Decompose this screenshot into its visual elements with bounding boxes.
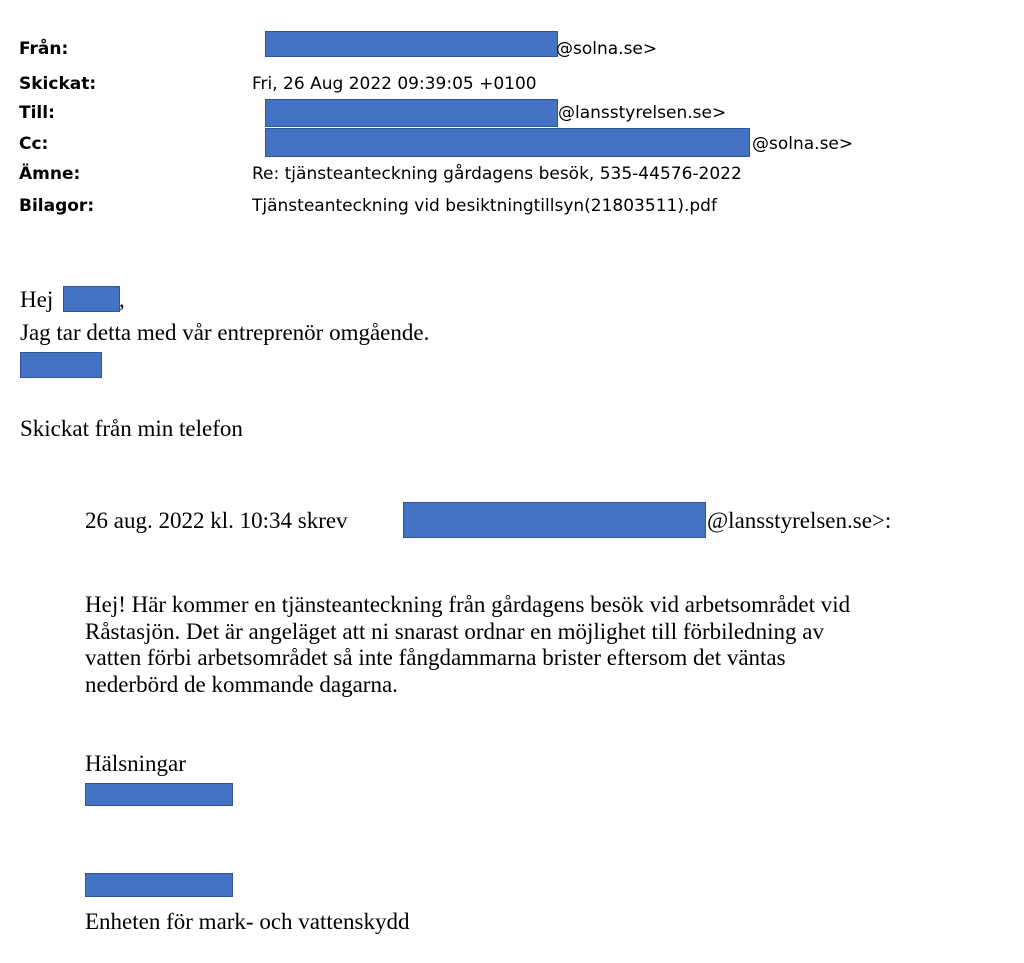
redacted-greeting-name (63, 286, 120, 312)
quoted-body-line: Hej! Här kommer en tjänsteanteckning från gårdagens besök vid arbetsområdet vid (85, 592, 851, 617)
redacted-cc-name (265, 128, 750, 157)
cc-value: @solna.se> (752, 134, 854, 154)
subject-value: Re: tjänsteanteckning gårdagens besök, 535-44576-2022 (252, 164, 742, 184)
redacted-reply-signature (20, 352, 102, 378)
sent-value: Fri, 26 Aug 2022 09:39:05 +0100 (252, 74, 537, 94)
quoted-body-line: nederbörd de kommande dagarna. (85, 671, 398, 697)
quoted-body-line: Råstasjön. Det är angeläget att ni snarast ordnar en möjlighet till förbiledning av (85, 618, 824, 644)
quoted-body-line: vatten förbi arbetsområdet så inte fångdammarna brister eftersom det väntas (85, 645, 786, 670)
from-value: @solna.se> (556, 39, 658, 59)
subject-label: Ämne: (19, 164, 81, 184)
sent-label: Skickat: (19, 74, 97, 94)
attachments-label: Bilagor: (19, 196, 95, 216)
to-label: Till: (19, 103, 55, 123)
quoted-intro: 26 aug. 2022 kl. 10:34 skrev (85, 508, 348, 533)
redacted-quoted-sender (403, 502, 706, 538)
reply-greeting: Hej (20, 287, 54, 312)
redacted-sender-name (265, 31, 558, 57)
to-value: @lansstyrelsen.se> (558, 103, 727, 123)
redacted-signature-name (85, 873, 233, 897)
reply-body: Jag tar detta med vår entreprenör omgående. (20, 320, 430, 345)
quoted-sender-domain: @lansstyrelsen.se>: (707, 508, 892, 533)
attachment-link[interactable]: Tjänsteanteckning vid besiktningtillsyn(21803511).pdf (252, 196, 717, 216)
cc-label: Cc: (19, 134, 49, 154)
redacted-recipient-name (265, 99, 558, 127)
redacted-quoted-signature (85, 783, 233, 806)
quoted-unit: Enheten för mark- och vattenskydd (85, 909, 410, 934)
sent-from-phone: Skickat från min telefon (20, 416, 243, 441)
reply-greeting-comma: , (119, 287, 125, 312)
quoted-body (85, 592, 1005, 698)
from-label: Från: (19, 39, 69, 59)
quoted-closing: Hälsningar (85, 751, 186, 776)
